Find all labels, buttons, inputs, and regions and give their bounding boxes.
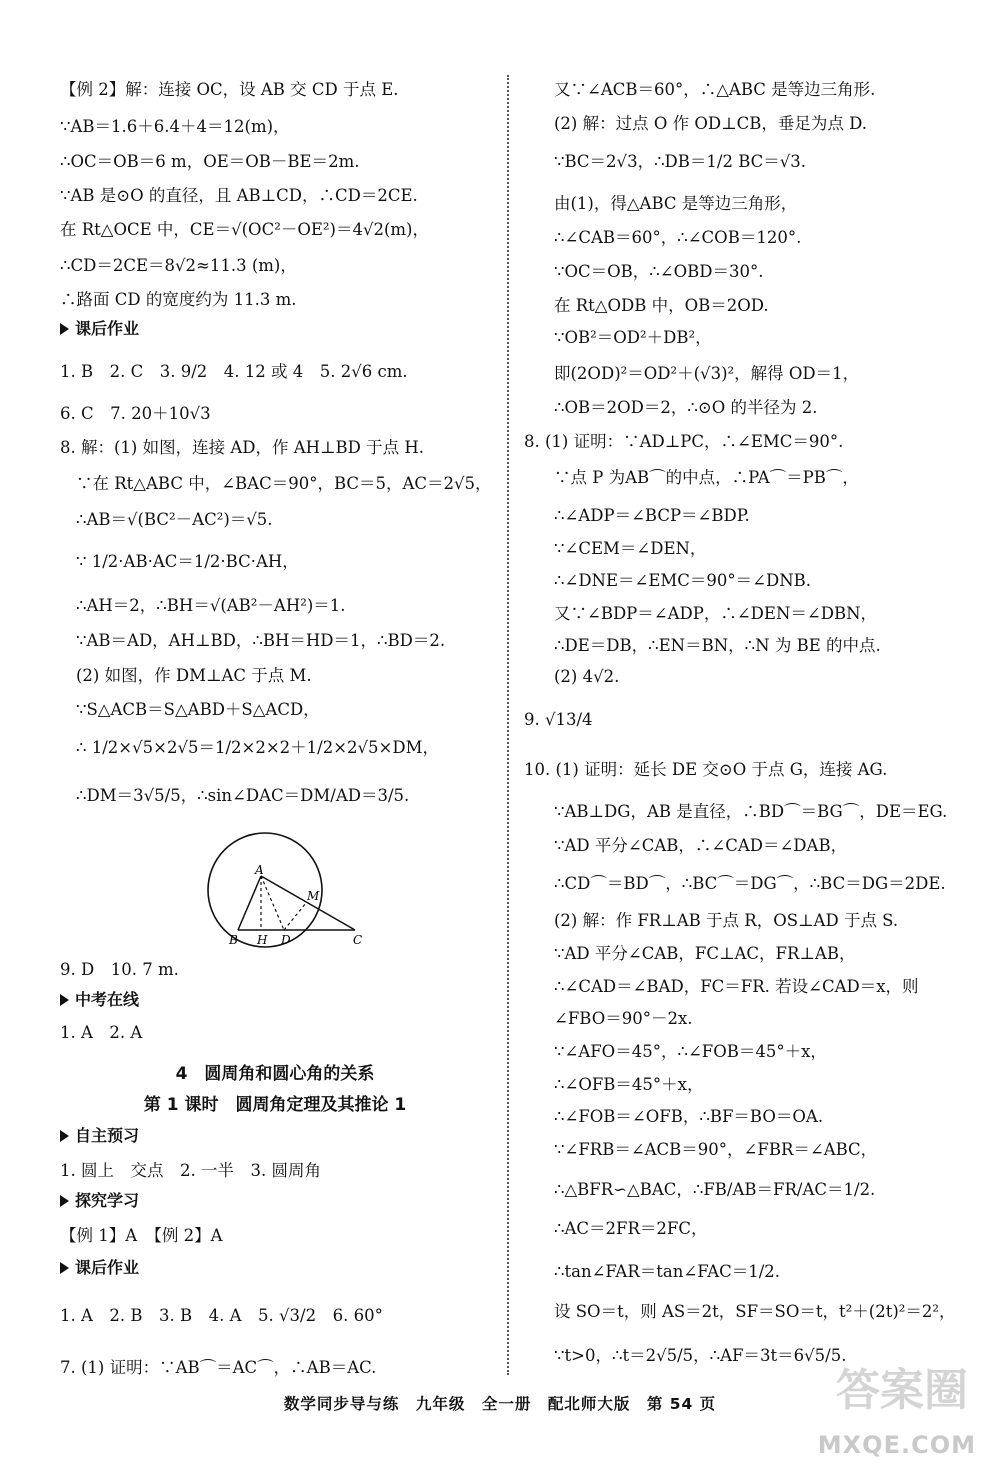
answer-line: 1. A 2. A bbox=[60, 1023, 143, 1042]
label-D: D bbox=[281, 933, 291, 947]
line: ∴CD⌒＝BD⌒，∴BC⌒＝DG⌒，∴BC＝DG＝2DE. bbox=[554, 874, 946, 893]
line: ∴△BFR∽△BAC，∴FB/AB＝FR/AC＝1/2. bbox=[554, 1180, 876, 1199]
section-homework: 课后作业 bbox=[60, 316, 139, 339]
label-H: H bbox=[257, 933, 268, 947]
line: 在 Rt△OCE 中，CE＝√(OC²－OE²)＝4√2(m)， bbox=[60, 220, 429, 239]
triangle-bullet-icon bbox=[60, 1195, 69, 1207]
line: ∴∠FOB＝∠OFB，∴BF＝BO＝OA. bbox=[554, 1107, 824, 1126]
line: ∴∠DNE＝∠EMC＝90°＝∠DNB. bbox=[554, 571, 812, 590]
line: ∴路面 CD 的宽度约为 11.3 m. bbox=[60, 290, 297, 309]
answer-line: 9. D 10. 7 m. bbox=[60, 960, 179, 979]
line: 即(2OD)²＝OD²＋(√3)²，解得 OD＝1， bbox=[554, 364, 860, 383]
lesson-title: 第 1 课时 圆周角定理及其推论 1 bbox=[143, 1095, 407, 1115]
line: ∵AB 是⊙O 的直径，且 AB⊥CD，∴CD＝2CE. bbox=[60, 186, 418, 205]
line: 设 SO＝t，则 AS＝2t，SF＝SO＝t，t²＋(2t)²＝2²， bbox=[554, 1302, 956, 1321]
section-explore: 探究学习 bbox=[60, 1188, 139, 1211]
line: (2) 4√2. bbox=[554, 667, 620, 686]
line: ∴CD＝2CE＝8√2≈11.3 (m)， bbox=[60, 256, 297, 275]
q8-title: 8. 解：(1) 如图，连接 AD，作 AH⊥BD 于点 H. bbox=[60, 438, 425, 457]
line: 又∵∠ACB＝60°，∴△ABC 是等边三角形. bbox=[554, 80, 876, 99]
line: ∴∠OFB＝45°＋x， bbox=[554, 1075, 704, 1094]
answer-line: 9. √13/4 bbox=[524, 710, 593, 729]
line: (2) 解：作 FR⊥AB 于点 R，OS⊥AD 于点 S. bbox=[554, 911, 899, 930]
line: ∵OB²＝OD²＋DB²， bbox=[554, 328, 712, 347]
label-M: M bbox=[307, 889, 320, 903]
answer-line: 1. 圆上 交点 2. 一半 3. 圆周角 bbox=[60, 1161, 321, 1180]
line: ∵∠AFO＝45°，∴∠FOB＝45°＋x， bbox=[554, 1042, 827, 1061]
q8-title: 8. (1) 证明：∵AD⊥PC，∴∠EMC＝90°. bbox=[524, 432, 844, 451]
line: ∴DE＝DB，∴EN＝BN，∴N 为 BE 的中点. bbox=[554, 636, 881, 655]
line: ∴ 1/2×√5×2√5＝1/2×2×2＋1/2×2√5×DM， bbox=[76, 738, 440, 757]
line: ∴DM＝3√5/5，∴sin∠DAC＝DM/AD＝3/5. bbox=[76, 786, 410, 805]
triangle-bullet-icon bbox=[60, 1262, 69, 1274]
label-C: C bbox=[353, 933, 363, 947]
line: ∵BC＝2√3，∴DB＝1/2 BC＝√3. bbox=[554, 152, 807, 171]
line: ∵AD 平分∠CAB，FC⊥AC，FR⊥AB， bbox=[554, 944, 856, 963]
line: ∴OB＝2OD＝2，∴⊙O 的半径为 2. bbox=[554, 398, 818, 417]
answer-line: 1. A 2. B 3. B 4. A 5. √3/2 6. 60° bbox=[60, 1306, 383, 1325]
line: 由(1)，得△ABC 是等边三角形， bbox=[554, 194, 798, 213]
line: ∴∠CAB＝60°，∴∠COB＝120°. bbox=[554, 228, 802, 247]
line: ∴AC＝2FR＝2FC， bbox=[554, 1219, 708, 1238]
line: ∵∠FRB＝∠ACB＝90°，∠FBR＝∠ABC， bbox=[554, 1140, 878, 1159]
line: ∵t>0，∴t＝2√5/5，∴AF＝3t＝6√5/5. bbox=[554, 1346, 847, 1365]
line: ∴∠ADP＝∠BCP＝∠BDP. bbox=[554, 506, 750, 525]
section-preview: 自主预习 bbox=[60, 1123, 139, 1146]
line: ∵S△ACB＝S△ABD＋S△ACD， bbox=[76, 700, 320, 719]
example-2-answer: 【例 2】解：连接 OC，设 AB 交 CD 于点 E. bbox=[60, 80, 399, 99]
geometry-figure bbox=[205, 830, 385, 950]
line: ∴tan∠FAR＝tan∠FAC＝1/2. bbox=[554, 1262, 781, 1281]
line: (2) 解：过点 O 作 OD⊥CB，垂足为点 D. bbox=[554, 114, 868, 133]
answer-line: 7. (1) 证明：∵AB⌒＝AC⌒，∴AB＝AC. bbox=[60, 1358, 377, 1377]
line: ∵∠CEM＝∠DEN， bbox=[554, 539, 707, 558]
section-exam-online: 中考在线 bbox=[60, 987, 139, 1010]
line: 又∵∠BDP＝∠ADP，∴∠DEN＝∠DBN， bbox=[554, 604, 878, 623]
q10-title: 10. (1) 证明：延长 DE 交⊙O 于点 G，连接 AG. bbox=[524, 760, 888, 779]
line: ∵OC＝OB，∴∠OBD＝30°. bbox=[554, 262, 764, 281]
line: ∴∠CAD＝∠BAD，FC＝FR. 若设∠CAD＝x，则 bbox=[554, 977, 919, 996]
section-homework: 课后作业 bbox=[60, 1255, 139, 1278]
watermark-url: MXQE.COM bbox=[817, 1431, 976, 1459]
answer-line: 6. C 7. 20＋10√3 bbox=[60, 404, 211, 423]
column-divider bbox=[507, 75, 509, 1375]
watermark-logo bbox=[801, 1354, 976, 1459]
line: ∵在 Rt△ABC 中，∠BAC＝90°，BC＝5，AC＝2√5， bbox=[76, 474, 492, 493]
line: 在 Rt△ODB 中，OB＝2OD. bbox=[554, 296, 769, 315]
page-footer: 数学同步导与练 九年级 全一册 配北师大版 第 54 页 bbox=[283, 1395, 717, 1413]
answer-line: 【例 1】A 【例 2】A bbox=[60, 1226, 223, 1245]
chapter-title: 4 圆周角和圆心角的关系 bbox=[175, 1064, 375, 1084]
line: ∵AB＝1.6＋6.4＋4＝12(m)， bbox=[60, 117, 290, 136]
line: ∠FBO＝90°－2x. bbox=[554, 1009, 693, 1028]
line: (2) 如图，作 DM⊥AC 于点 M. bbox=[76, 666, 312, 685]
watermark-big-text: 答案圈 bbox=[836, 1365, 968, 1416]
line: ∵AB＝AD，AH⊥BD，∴BH＝HD＝1，∴BD＝2. bbox=[76, 631, 446, 650]
line: ∵点 P 为AB⌒的中点，∴PA⌒＝PB⌒， bbox=[554, 468, 859, 487]
line: ∵AD 平分∠CAB，∴∠CAD＝∠DAB， bbox=[554, 836, 848, 855]
triangle-bullet-icon bbox=[60, 1130, 69, 1142]
answer-line: 1. B 2. C 3. 9/2 4. 12 或 4 5. 2√6 cm. bbox=[60, 362, 408, 381]
label-B: B bbox=[229, 933, 238, 947]
line: ∵AB⊥DG，AB 是直径，∴BD⌒＝BG⌒，DE＝EG. bbox=[554, 802, 948, 821]
line: ∴AB＝√(BC²－AC²)＝√5. bbox=[76, 510, 273, 529]
triangle-bullet-icon bbox=[60, 323, 69, 335]
line: ∴AH＝2，∴BH＝√(AB²－AH²)＝1. bbox=[76, 596, 346, 615]
label-A: A bbox=[255, 863, 264, 877]
triangle-bullet-icon bbox=[60, 994, 69, 1006]
line: ∴OC＝OB＝6 m，OE＝OB－BE＝2m. bbox=[60, 152, 360, 171]
line: ∵ 1/2·AB·AC＝1/2·BC·AH， bbox=[76, 552, 299, 571]
